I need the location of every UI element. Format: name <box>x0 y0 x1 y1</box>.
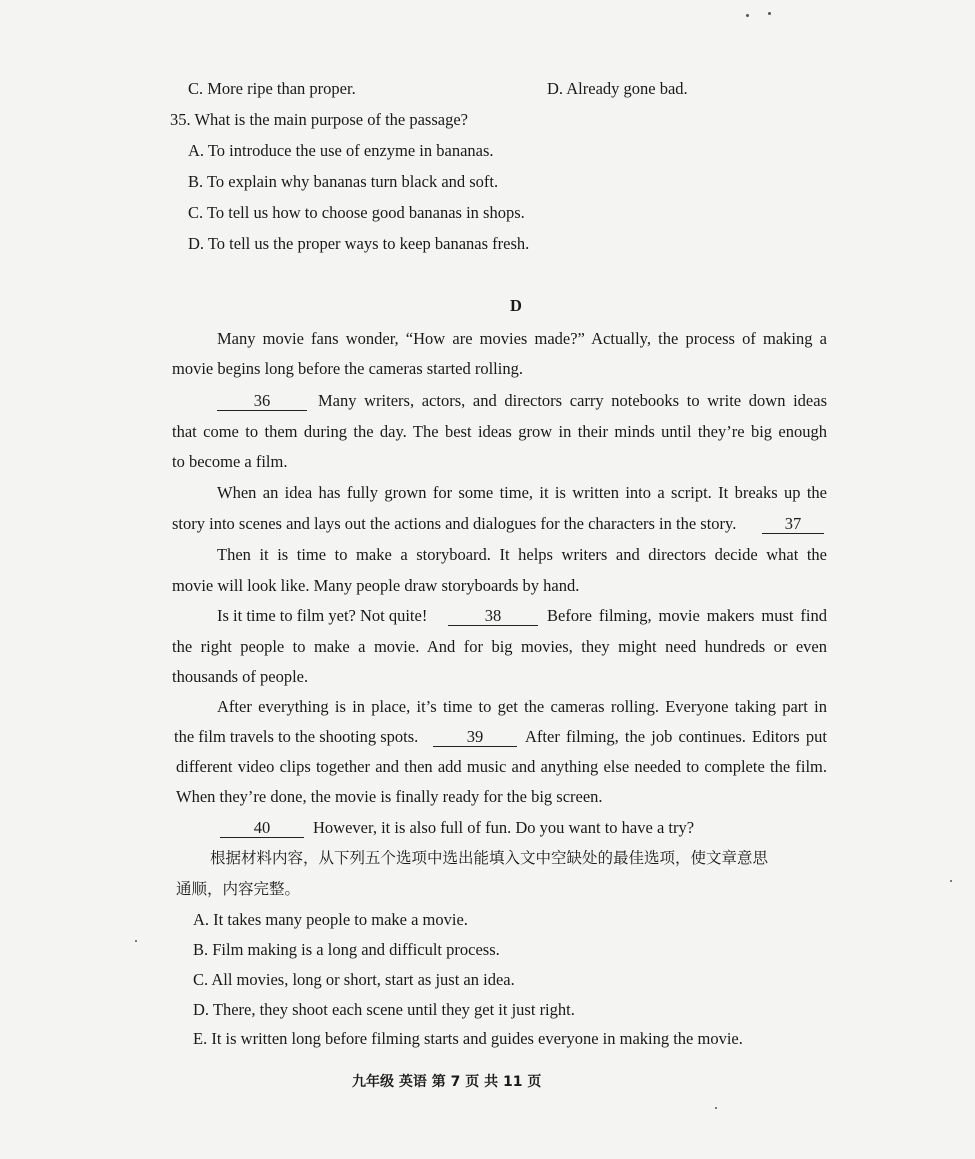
passage-line: After filming, the job continues. Editors put <box>525 727 827 746</box>
passage-line: to become a film. <box>172 452 288 471</box>
passage-line: thousands of people. <box>172 667 309 686</box>
q34-option-c: C. More ripe than proper. <box>188 79 356 98</box>
choice-e: E. It is written long before filming starts and guides everyone in making the movie. <box>193 1029 743 1048</box>
blank-number: 38 <box>448 607 538 626</box>
passage-line: Then it is time to make a storyboard. It helps writers and directors decide what the <box>217 545 827 564</box>
q35-question: 35. What is the main purpose of the passage? <box>170 110 468 129</box>
passage-line: movie begins long before the cameras started rolling. <box>172 359 523 378</box>
choice-c: C. All movies, long or short, start as just an idea. <box>193 970 515 989</box>
scan-speck <box>950 880 952 882</box>
passage-line: different video clips together and then add music and anything else needed to complete the film. <box>176 757 827 776</box>
instruction-line: 根据材料内容，从下列五个选项中选出能填入文中空缺处的最佳选项，使文章意思 <box>210 849 769 867</box>
choice-b: B. Film making is a long and difficult process. <box>193 940 500 959</box>
passage-line: Many writers, actors, and directors carry notebooks to write down ideas <box>318 391 827 410</box>
passage-line: When an idea has fully grown for some time, it is written into a script. It breaks up the <box>217 483 827 502</box>
choice-a: A. It takes many people to make a movie. <box>193 910 468 929</box>
q35-option-c: C. To tell us how to choose good bananas in shops. <box>188 203 525 222</box>
q35-option-a: A. To introduce the use of enzyme in bananas. <box>188 141 494 160</box>
passage-line: Before filming, movie makers must find <box>547 606 827 625</box>
blank-number: 40 <box>220 819 304 838</box>
passage-line: that come to them during the day. The best ideas grow in their minds until they’re big enough <box>172 422 827 441</box>
blank-36 <box>217 390 307 412</box>
passage-line: story into scenes and lays out the actions and dialogues for the characters in the story. <box>172 514 737 533</box>
passage-line: the film travels to the shooting spots. <box>174 727 419 746</box>
passage-line: Many movie fans wonder, “How are movies made?” Actually, the process of making a <box>217 329 827 348</box>
blank-number: 37 <box>762 515 824 534</box>
section-heading: D <box>510 296 522 315</box>
scan-speck <box>768 12 771 15</box>
q35-option-b: B. To explain why bananas turn black and soft. <box>188 172 499 191</box>
passage-line: However, it is also full of fun. Do you want to have a try? <box>313 818 695 837</box>
passage-line: movie will look like. Many people draw storyboards by hand. <box>172 576 580 595</box>
q34-option-d: D. Already gone bad. <box>547 79 688 98</box>
blank-39 <box>433 726 517 748</box>
blank-number: 39 <box>433 728 517 747</box>
q35-option-d: D. To tell us the proper ways to keep bananas fresh. <box>188 234 530 253</box>
blank-40 <box>220 817 304 839</box>
passage-line: the right people to make a movie. And for big movies, they might need hundreds or even <box>172 637 827 656</box>
blank-number: 36 <box>217 392 307 411</box>
choice-d: D. There, they shoot each scene until they get it just right. <box>193 1000 575 1019</box>
scan-speck <box>135 940 137 942</box>
passage-line: After everything is in place, it’s time to get the cameras rolling. Everyone taking part in <box>217 697 827 716</box>
scan-speck <box>715 1107 717 1109</box>
scan-speck <box>746 14 749 17</box>
passage-line: When they’re done, the movie is finally ready for the big screen. <box>176 787 603 806</box>
instruction-line: 通顺，内容完整。 <box>176 880 301 898</box>
passage-line: Is it time to film yet? Not quite! <box>217 606 428 625</box>
page-footer: 九年级 英语 第 7 页 共 11 页 <box>352 1074 542 1090</box>
blank-38 <box>448 605 538 627</box>
blank-37 <box>762 513 824 535</box>
